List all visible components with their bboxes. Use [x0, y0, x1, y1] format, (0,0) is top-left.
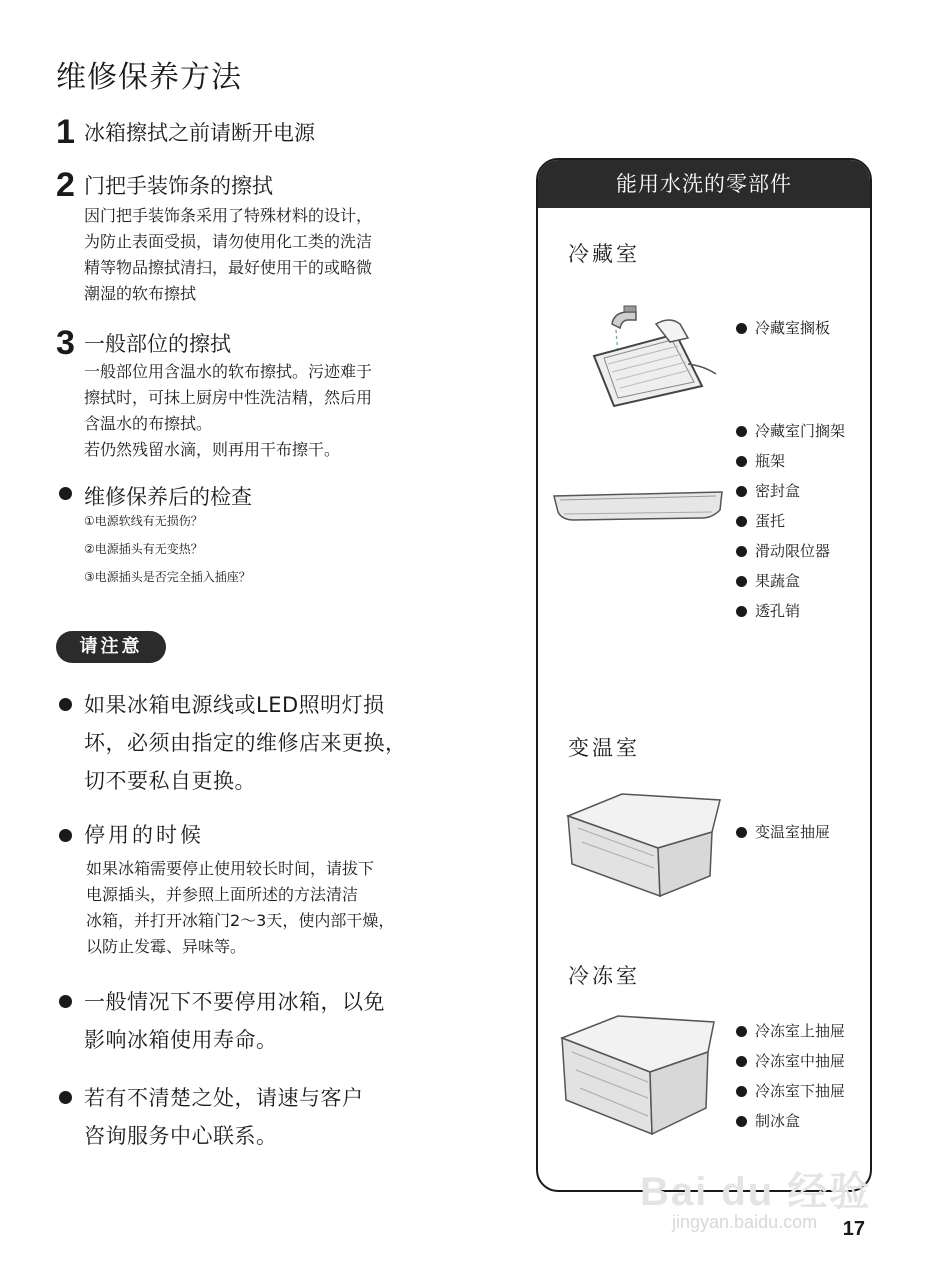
- notice-item-4: [84, 1079, 364, 1155]
- list-item-label: 冷藏室门搁架: [755, 422, 846, 440]
- notice-item-1: [84, 686, 407, 800]
- step-3-line: 若仍然残留水滴，则再用干布擦干。: [84, 440, 341, 459]
- notice-item-2-body: [86, 856, 394, 960]
- check-item: ①电源软线有无损伤？: [84, 514, 203, 528]
- list-item: [736, 476, 845, 506]
- step-2-body: [84, 203, 372, 307]
- check-heading: 维修保养后的检查: [84, 485, 252, 509]
- bullet-icon: [59, 487, 72, 500]
- bullet-icon: [736, 1026, 747, 1037]
- step-2-line: 因门把手装饰条采用了特殊材料的设计，: [84, 206, 373, 225]
- step-2-heading: 门把手装饰条的擦拭: [84, 174, 273, 198]
- notice-line: 若有不清楚之处，请速与客户: [84, 1086, 364, 1110]
- step-3-body: [84, 359, 372, 463]
- notice-line: 影响冰箱使用寿命。: [84, 1028, 278, 1052]
- list-item-label: 密封盒: [755, 482, 801, 500]
- shelf-washing-illustration: [584, 294, 724, 414]
- notice-line: 咨询服务中心联系。: [84, 1124, 278, 1148]
- step-3-line: 含温水的布擦拭。: [84, 414, 213, 433]
- section-refrigerator-title: 冷藏室: [568, 242, 640, 266]
- bullet-icon: [736, 576, 747, 587]
- step-2-line: 精等物品擦拭清扫，最好使用干的或略微: [84, 258, 373, 277]
- panel-title: 能用水洗的零部件: [538, 160, 870, 208]
- list-item-label: 制冰盒: [755, 1112, 801, 1130]
- step-1-number: 1: [56, 113, 75, 151]
- notice-line: 一般情况下不要停用冰箱，以免: [84, 990, 385, 1014]
- check-item: ②电源插头有无变热？: [84, 542, 203, 556]
- variable-temp-list: [736, 817, 830, 847]
- bullet-icon: [59, 698, 72, 711]
- list-item: [736, 313, 830, 343]
- notice-line: 以防止发霉、异味等。: [86, 937, 247, 956]
- variable-temp-drawer-illustration: [562, 788, 722, 898]
- section-variable-temp-title: 变温室: [568, 736, 640, 760]
- section-freezer-title: 冷冻室: [568, 964, 640, 988]
- step-2-number: 2: [56, 166, 75, 204]
- list-item-label: 瓶架: [755, 452, 786, 470]
- list-item-label: 冷冻室上抽屉: [755, 1022, 846, 1040]
- door-shelf-illustration: [552, 488, 724, 528]
- notice-line: 电源插头，并参照上面所述的方法清洁: [86, 885, 359, 904]
- step-3-line: 擦拭时，可抹上厨房中性洗洁精，然后用: [84, 388, 373, 407]
- step-2-line: 为防止表面受损，请勿使用化工类的洗洁: [84, 232, 373, 251]
- bullet-icon: [736, 1086, 747, 1097]
- list-item-label: 果蔬盒: [755, 572, 801, 590]
- list-item-label: 冷冻室中抽屉: [755, 1052, 846, 1070]
- notice-item-2-heading: 停用的时候: [84, 823, 204, 847]
- bullet-icon: [736, 1116, 747, 1127]
- list-item-label: 变温室抽屉: [755, 823, 831, 841]
- washable-parts-panel: [536, 158, 872, 1192]
- notice-badge: 请注意: [56, 631, 166, 663]
- list-item-label: 滑动限位器: [755, 542, 831, 560]
- notice-line: 切不要私自更换。: [84, 769, 256, 793]
- freezer-drawer-illustration: [558, 1008, 718, 1138]
- baidu-watermark-url: jingyan.baidu.com: [672, 1212, 818, 1232]
- step-2-line: 潮湿的软布擦拭: [84, 284, 197, 303]
- bullet-icon: [736, 516, 747, 527]
- list-item: [736, 566, 845, 596]
- step-3-line: 一般部位用含温水的软布擦拭。污迹难于: [84, 362, 373, 381]
- refrigerator-list-a: [736, 313, 830, 343]
- list-item: [736, 446, 845, 476]
- bullet-icon: [736, 606, 747, 617]
- step-3-heading: 一般部位的擦拭: [84, 332, 231, 356]
- page-number: 17: [842, 1218, 865, 1240]
- refrigerator-list-b: [736, 416, 845, 626]
- notice-line: 如果冰箱需要停止使用较长时间，请拔下: [86, 859, 375, 878]
- list-item: [736, 596, 845, 626]
- list-item-label: 冷藏室搁板: [755, 319, 831, 337]
- step-3-number: 3: [56, 324, 75, 362]
- notice-line: 坏，必须由指定的维修店来更换，: [84, 731, 407, 755]
- bullet-icon: [736, 546, 747, 557]
- list-item: [736, 1016, 845, 1046]
- list-item: [736, 1046, 845, 1076]
- bullet-icon: [736, 456, 747, 467]
- check-item: ③电源插头是否完全插入插座？: [84, 570, 251, 584]
- list-item: [736, 1076, 845, 1106]
- bullet-icon: [736, 486, 747, 497]
- bullet-icon: [736, 426, 747, 437]
- page-title: 维修保养方法: [56, 60, 242, 95]
- bullet-icon: [736, 827, 747, 838]
- list-item: [736, 536, 845, 566]
- notice-line: 冰箱，并打开冰箱门2～3天，使内部干燥，: [86, 911, 395, 930]
- list-item: [736, 1106, 845, 1136]
- freezer-list: [736, 1016, 845, 1136]
- bullet-icon: [59, 995, 72, 1008]
- notice-line: 如果冰箱电源线或LED照明灯损: [84, 693, 385, 717]
- list-item: [736, 506, 845, 536]
- check-list: [84, 513, 251, 585]
- bullet-icon: [736, 323, 747, 334]
- bullet-icon: [59, 829, 72, 842]
- list-item-label: 透孔销: [755, 602, 801, 620]
- bullet-icon: [736, 1056, 747, 1067]
- list-item-label: 冷冻室下抽屉: [755, 1082, 846, 1100]
- bullet-icon: [59, 1091, 72, 1104]
- list-item: [736, 416, 845, 446]
- step-1-heading: 冰箱擦拭之前请断开电源: [84, 121, 315, 145]
- list-item-label: 蛋托: [755, 512, 786, 530]
- baidu-watermark-logo: Bai du 经验: [640, 1170, 872, 1214]
- notice-item-3: [84, 983, 385, 1059]
- list-item: [736, 817, 830, 847]
